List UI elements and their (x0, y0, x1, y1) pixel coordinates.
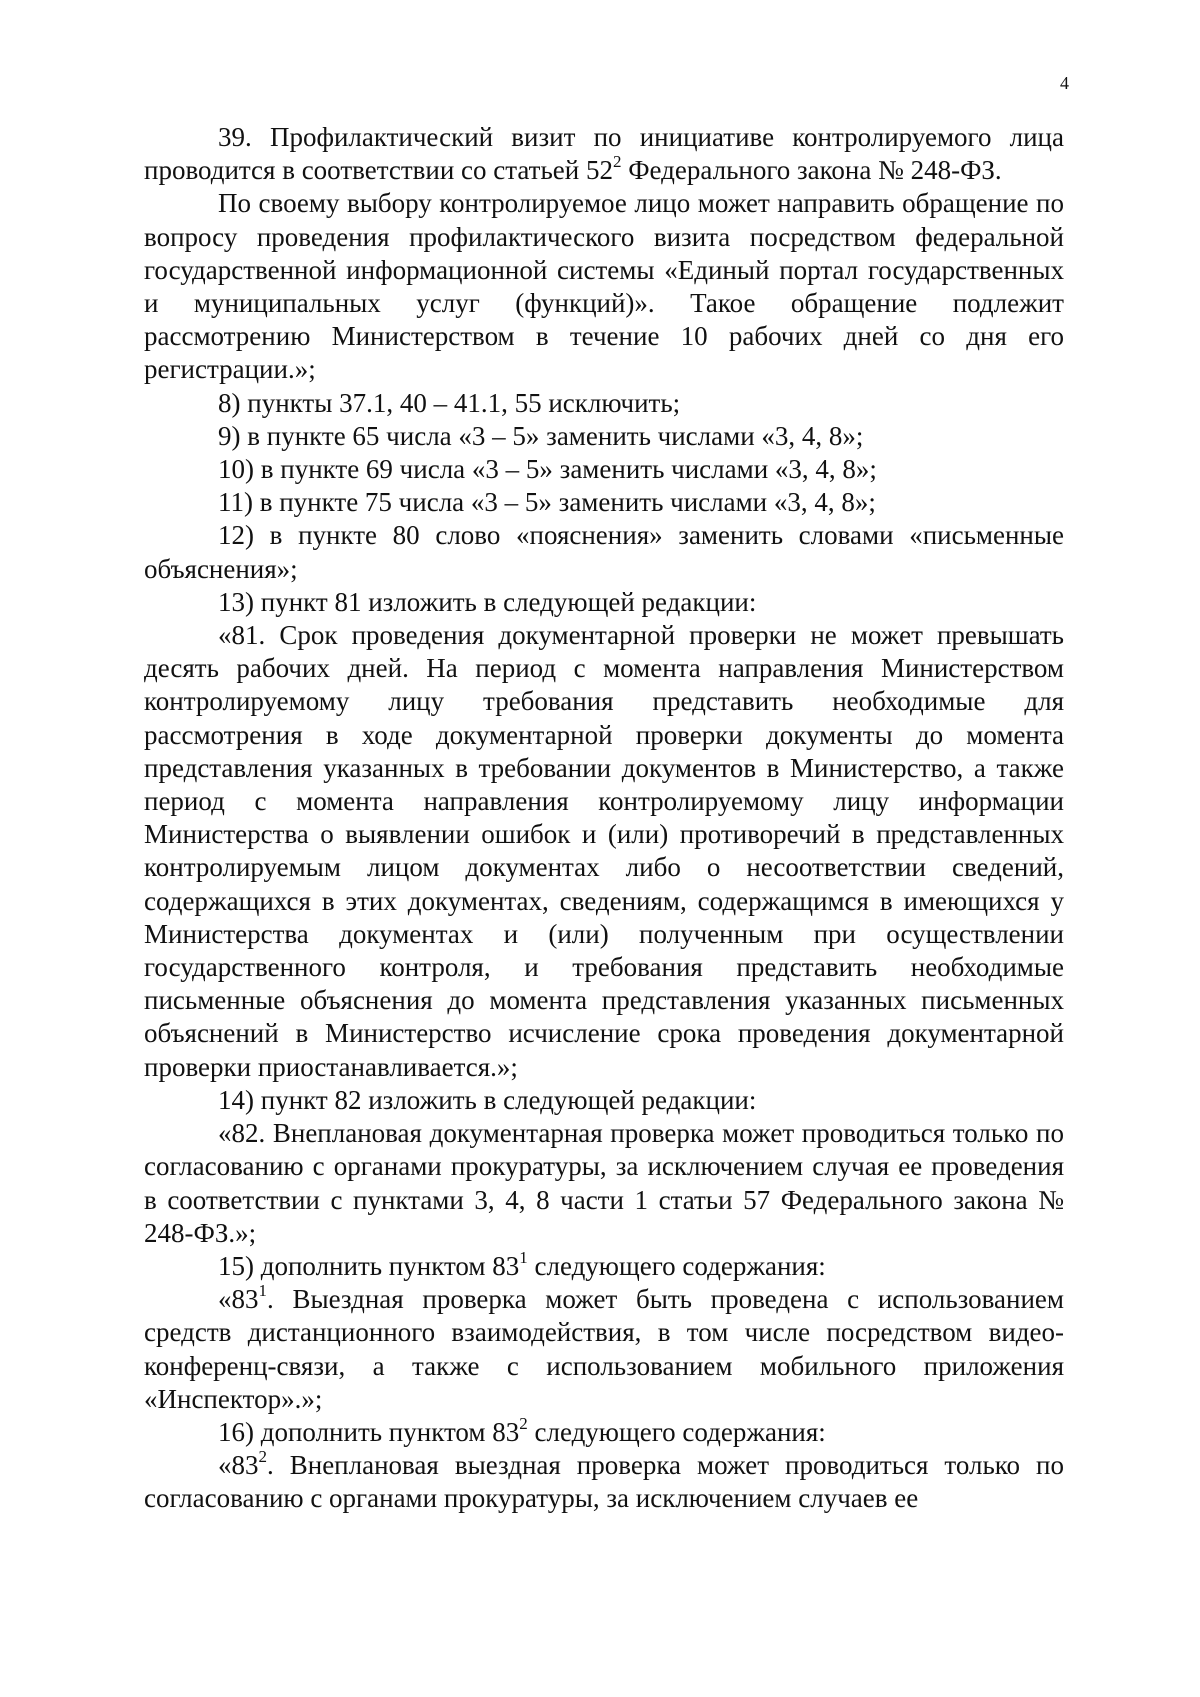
paragraph-39: 39. Профилактический визит по инициативе контролируемого лица проводится в соответствии со статьей $52^2$ Федерального закона № 248-ФЗ. (144, 122, 1064, 186)
page-number: 4 (1060, 73, 1069, 93)
paragraph-82: «82. Внеплановая документарная проверка может проводиться только по согласованию с органами прокуратуры, за исключением случая ее проведения в соответствии с пунктами 3, 4, 8 части 1 статьи 57 Федерального закона № 248-ФЗ.»; (144, 1118, 1064, 1248)
paragraph-39-appeal: По своему выбору контролируемое лицо может направить обращение по вопросу проведения профилактического визита посредством федеральной государственной информационной системы «Единый портал государственных и муниципальных услуг (функций)». Такое обращение подлежит рассмотрению Министерством в течение 10 рабочих дней со дня его регистрации.»; (144, 188, 1064, 385)
amendment-11: 11) в пункте 75 числа «3 – 5» заменить числами «3, 4, 8»; (218, 487, 876, 518)
amendment-13: 13) пункт 81 изложить в следующей редакции: (218, 586, 757, 617)
amendment-14: 14) пункт 82 изложить в следующей редакции: (218, 1084, 757, 1115)
amendment-16: 16) дополнить пунктом $83^2$ следующего содержания: (218, 1413, 826, 1447)
paragraph-83-1: «$83^1$. Выездная проверка может быть проведена с использованием средств дистанционного взаимодействия, в том числе посредством видео-конференц-связи, а также с использованием мобильного приложения «Инспектор».»; (144, 1281, 1064, 1414)
amendment-8: 8) пункты 37.1, 40 – 41.1, 55 исключить; (218, 387, 681, 418)
amendment-10: 10) в пункте 69 числа «3 – 5» заменить числами «3, 4, 8»; (218, 454, 877, 485)
document-body (144, 121, 1064, 1516)
paragraph-81: «81. Срок проведения документарной проверки не может превышать десять рабочих дней. На период с момента направления Министерством контролируемому лицу требования представить необходимые для рассмотрения в ходе документарной проверки документы до момента представления указанных в требовании документов в Министерство, а также период с момента направления контролируемому лицу информации Министерства о выявлении ошибок и (или) противоречий в представленных контролируемым лицом документах либо о несоответствии сведений, содержащихся в этих документах, сведениям, содержащимся в имеющихся у Министерства документах и (или) полученным при осуществлении государственного контроля, и требования представить необходимые письменные объяснения до момента представления указанных письменных объяснений в Министерство исчисление срока проведения документарной проверки приостанавливается.»; (144, 620, 1064, 1082)
amendment-12: 12) в пункте 80 слово «пояснения» заменить словами «письменные объяснения»; (144, 520, 1064, 584)
amendment-15: 15) дополнить пунктом $83^1$ следующего содержания: (218, 1247, 826, 1281)
paragraph-83-2: «$83^2$. Внеплановая выездная проверка может проводиться только по согласованию с органами прокуратуры, за исключением случаев ее (144, 1447, 1064, 1514)
amendment-9: 9) в пункте 65 числа «3 – 5» заменить числами «3, 4, 8»; (218, 420, 864, 451)
